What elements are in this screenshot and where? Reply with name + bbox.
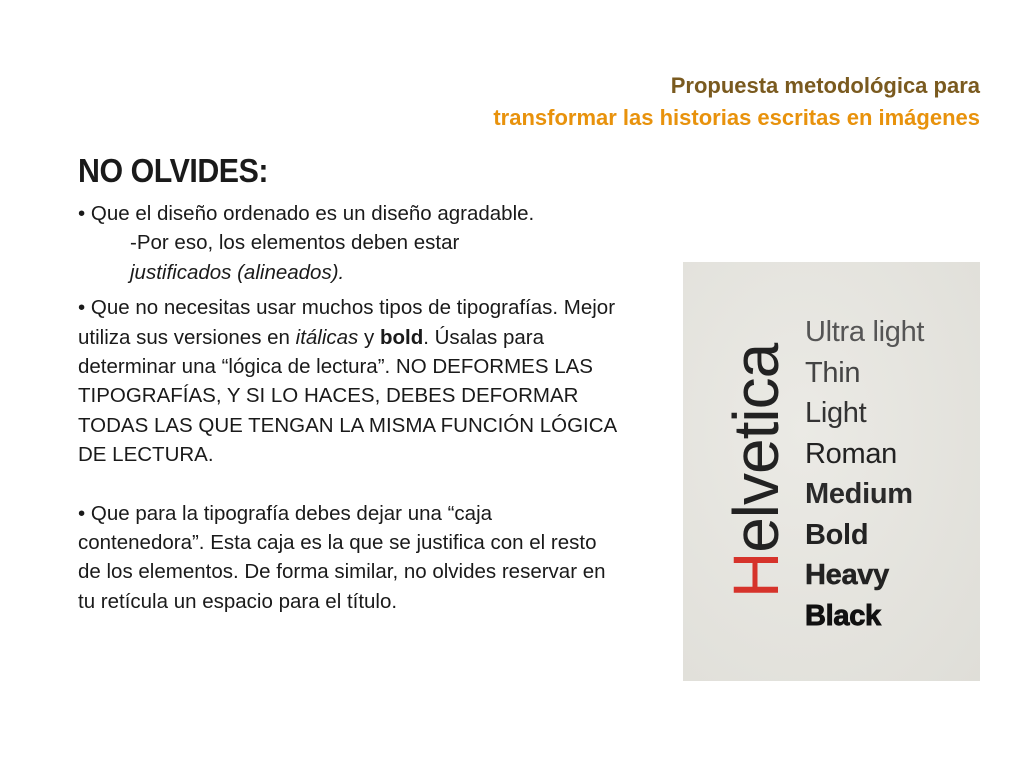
bullet-1-sub-italic: justificados (alineados). (130, 260, 345, 284)
weight-medium: Medium (805, 478, 913, 510)
helvetica-word (720, 343, 792, 598)
weight-thin: Thin (805, 356, 861, 389)
header-line-1: Propuesta metodológica para (670, 73, 980, 98)
weight-heavy: Heavy (805, 559, 889, 591)
bullet-3-text: Que para la tipografía debes dejar una “caja contenedora”. Esta caja es la que se justifica con el resto de los elementos. De forma similar, no olvides reservar en tu retícula un espacio para el título. (78, 501, 606, 613)
bullet-2-part-1: Que no necesitas usar muchos tipos de tipografías. Mejor utiliza sus versiones en (78, 296, 616, 349)
weight-black: Black (805, 599, 881, 632)
bullet-2 (78, 293, 623, 469)
bullet-2-italic: itálicas (295, 325, 359, 349)
weight-light: Light (805, 397, 867, 429)
weight-bold: Bold (805, 518, 869, 551)
bullet-3 (78, 499, 623, 617)
bullet-1-sub-normal: -Por eso, los elementos deben estar (130, 231, 460, 255)
bullet-1-text: Que el diseño ordenado es un diseño agradable. (90, 202, 535, 225)
bullet-1-sub (78, 228, 623, 287)
bullet-2-part-3: . Úsalas para determinar una “lógica de lectura”. NO DEFORMES LAS TIPOGRAFÍAS, Y SI LO HACES, DEBES DEFORMAR TODAS LAS QUE TENGAN LA MISMA FUNCIÓN LÓGICA DE LECTURA. (78, 325, 617, 467)
slide-header (493, 70, 980, 134)
bullet-2-bold: bold (379, 325, 424, 349)
helvetica-weights-image (683, 262, 980, 681)
slide-heading: NO OLVIDES: (78, 152, 269, 189)
weight-roman: Roman (805, 437, 897, 470)
helvetica-first-letter: H (720, 552, 792, 598)
header-line-2: transformar las historias escritas en imágenes (493, 105, 980, 130)
bullet-2-part-2: y (364, 325, 375, 349)
bullet-1 (78, 199, 623, 228)
helvetica-rest: elvetica (720, 343, 792, 553)
bullet-list (78, 199, 623, 616)
weights-list (805, 312, 924, 636)
weight-ultra-light: Ultra light (805, 316, 925, 348)
